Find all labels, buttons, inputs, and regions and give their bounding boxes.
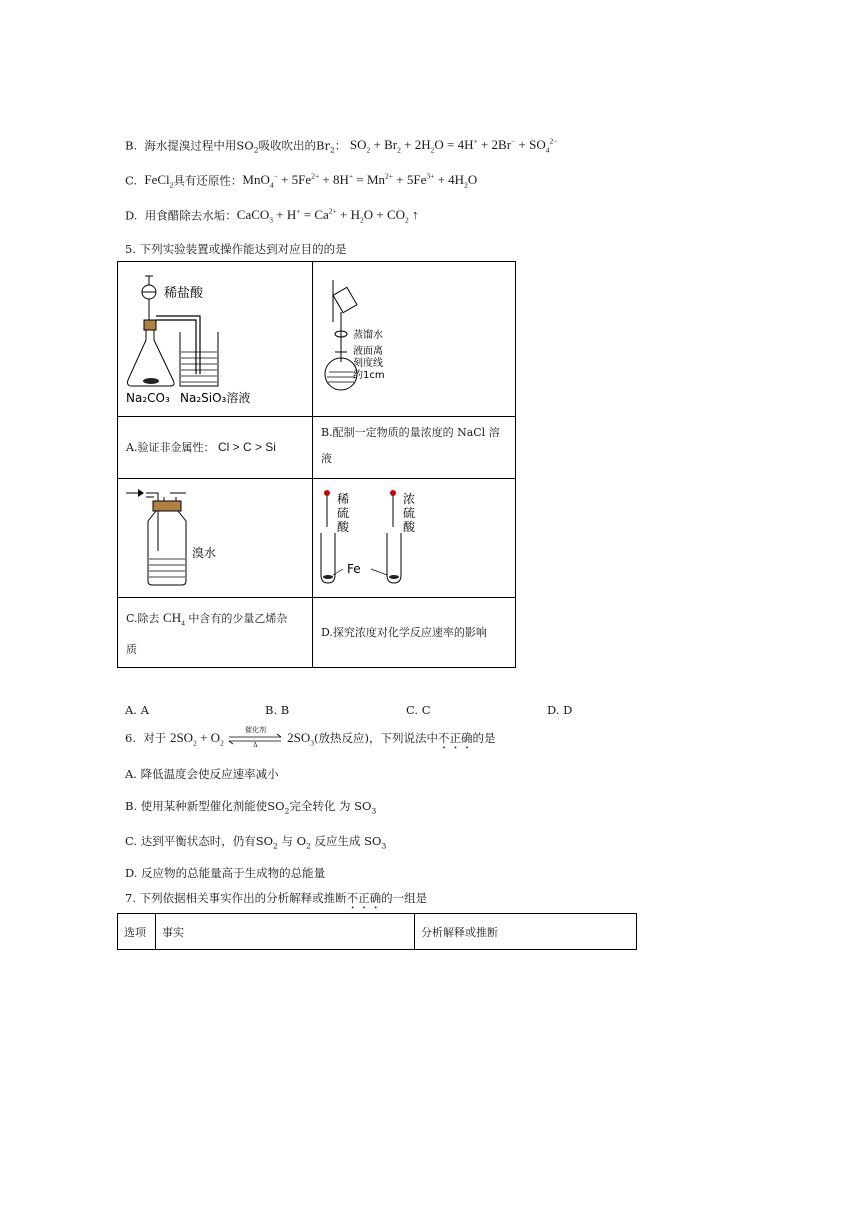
fig-d-acid1-c2: 硫 [337, 506, 350, 520]
q6-option-a: A. 降低温度会使反应速率减小 [125, 767, 279, 781]
fig-d-metal: Fe [347, 562, 361, 576]
fig-a-left-reagent: Na₂CO₃ [126, 391, 170, 405]
fig-b-label-3: 刻度线 [353, 358, 383, 369]
fig-c-reagent: 溴水 [192, 546, 217, 560]
figure-d-apparatus [313, 479, 517, 597]
caption-a: A.验证非金属性： Cl > C > Si [126, 440, 276, 454]
fig-d-acid1-c3: 酸 [337, 520, 350, 534]
equilibrium-arrow: 催化剂 Δ [227, 732, 283, 746]
fig-d-acid2-c3: 酸 [403, 520, 416, 534]
q7-table-header [117, 913, 637, 950]
q6-option-d: D. 反应物的总能量高于生成物的总能量 [125, 866, 326, 880]
q6-option-b: B. 使用某种新型催化剂能使$SO_2$完全转化 为 $SO_3$ [125, 799, 377, 816]
fig-d-acid2-c2: 硫 [403, 506, 416, 520]
q7-header-option: 选项 [124, 925, 146, 939]
figure-c-apparatus [118, 479, 312, 597]
q7-header-fact: 事实 [162, 925, 184, 939]
caption-d: D.探究浓度对化学反应速率的影响 [321, 626, 487, 639]
fig-b-label-2: 液面离 [353, 346, 383, 357]
fig-a-acid-label: 稀盐酸 [164, 286, 204, 301]
q4-option-d: D. 用食醋除去水垢：CaCO$_3$ + $H^+ = Ca^{2+} + H_2O + CO_2$ ↑ [125, 207, 419, 225]
q5-stem: 5. 下列实验装置或操作能达到对应目的的是 [125, 242, 347, 256]
q4-option-c: C. FeCl$_2$具有还原性：$MnO_4^- + 5Fe^{2+} + 8H^+ = Mn^{2+} + 5Fe^{3+} + 4H_2O$ [125, 172, 478, 190]
q5-answer-a: A. A [125, 703, 149, 717]
caption-b: B.配制一定物质的量浓度的 NaCl 溶 液 [321, 426, 500, 465]
q5-answer-d: D. D [547, 703, 573, 717]
q5-options-table [117, 261, 516, 668]
q5-answer-b: B. B [265, 703, 290, 717]
q5-answer-c: C. C [406, 703, 431, 717]
fig-d-acid2-c1: 浓 [403, 492, 416, 506]
q7-header-analysis: 分析解释或推断 [421, 925, 498, 939]
q6-stem: 6. 对于 $2SO_2 + O_2$ 催化剂 Δ $2SO_3$(放热反应)，下列说法中不正确的是 [125, 726, 496, 749]
q7-stem: 7. 下列依据相关事实作出的分析解释或推断不正确的一组是 [125, 891, 428, 905]
fig-b-label-4: 约1cm [353, 370, 385, 381]
fig-a-right-reagent: Na₂SiO₃溶液 [180, 391, 251, 405]
figure-a-apparatus [118, 262, 312, 416]
fig-b-label-1: 蒸馏水 [353, 330, 383, 341]
figure-b-apparatus [313, 262, 517, 416]
q4-option-b: B. 海水提溴过程中用$SO_2$吸收吹出的$Br_2$： $SO_2 + Br_2 + 2H_2O = 4H^+ + 2Br^- + SO_4^{2-}$ [125, 137, 558, 155]
q6-option-c: C. 达到平衡状态时，仍有$SO_2$ 与 $O_2$ 反应生成 $SO_3$ [125, 834, 387, 851]
fig-d-acid1-c1: 稀 [337, 492, 350, 506]
caption-c: C.除去 $CH_4$ 中含有的少量乙烯杂 质 [126, 610, 288, 656]
